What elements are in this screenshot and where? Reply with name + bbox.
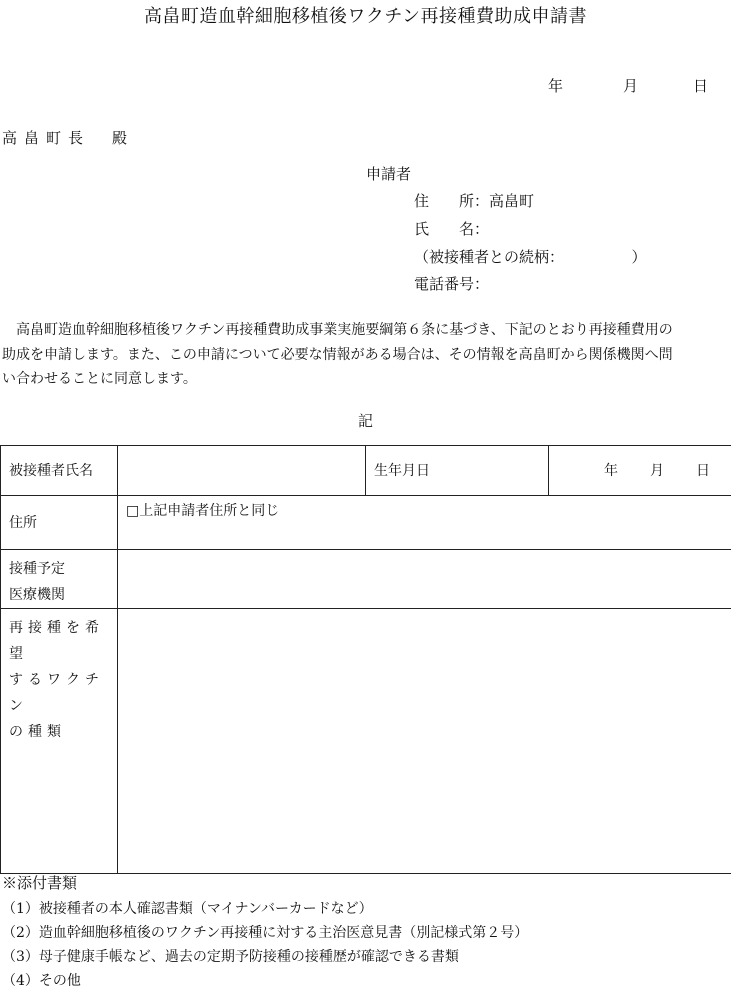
- name-label: 被接種者氏名: [1, 446, 118, 496]
- vaccine-label-line-3: の種類: [9, 724, 66, 740]
- applicant-name: 氏 名：: [414, 220, 490, 238]
- applicant-phone: 電話番号：: [414, 275, 490, 293]
- ki-heading: 記: [357, 412, 373, 430]
- attachments-heading: ※添付書類: [2, 874, 78, 892]
- facility-label-line-1: 接種予定: [9, 561, 65, 577]
- row-facility: [1, 550, 731, 609]
- name-field[interactable]: [118, 446, 366, 496]
- birth-year-unit: 年: [604, 463, 618, 479]
- vaccine-label-line-2: するワクチン: [9, 672, 104, 714]
- attachment-item: （4）その他: [2, 973, 81, 989]
- application-statement: [2, 318, 731, 392]
- address-label: 住所: [1, 496, 118, 550]
- row-vaccine: [1, 609, 731, 874]
- birth-label: 生年月日: [366, 446, 549, 496]
- statement-line-3: い合わせることに同意します。: [2, 371, 197, 387]
- birth-date-field[interactable]: [549, 446, 731, 496]
- birth-day-unit: 日: [696, 463, 710, 479]
- vaccine-label-line-1: 再接種を希望: [9, 620, 104, 662]
- attachment-item: （1）被接種者の本人確認書類（マイナンバーカードなど）: [2, 901, 373, 917]
- address-field[interactable]: [118, 496, 731, 550]
- facility-label: [1, 550, 118, 609]
- facility-field[interactable]: [118, 550, 731, 609]
- facility-label-line-2: 医療機関: [9, 587, 65, 603]
- document-title: 高畠町造血幹細胞移植後ワクチン再接種費助成申請書: [143, 6, 588, 27]
- vaccine-field[interactable]: [118, 609, 731, 874]
- vaccine-label: [1, 609, 118, 874]
- attachment-item: （3）母子健康手帳など、過去の定期予防接種の接種歴が確認できる書類: [2, 949, 459, 965]
- same-address-checkbox[interactable]: □上記申請者住所と同じ: [126, 503, 280, 519]
- header-date-year: 年: [548, 77, 564, 95]
- applicant-label: 申請者: [366, 165, 412, 183]
- row-name-birth: [1, 446, 731, 496]
- applicant-relation: （被接種者との続柄： ）: [414, 248, 647, 266]
- header-date-month: 月: [623, 77, 639, 95]
- attachment-item: （2）造血幹細胞移植後のワクチン再接種に対する主治医意見書（別記様式第２号）: [2, 925, 529, 941]
- header-date-day: 日: [693, 77, 709, 95]
- application-table: [0, 445, 731, 874]
- addressee: 高畠町長 殿: [2, 129, 135, 147]
- statement-line-2: 助成を申請します。また、この申請について必要な情報がある場合は、その情報を高畠町から関係機関へ問: [2, 346, 673, 363]
- birth-month-unit: 月: [650, 463, 664, 479]
- applicant-address: 住 所：高畠町: [414, 192, 535, 210]
- header-date: [548, 75, 708, 96]
- statement-line-1: 高畠町造血幹細胞移植後ワクチン再接種費助成事業実施要綱第６条に基づき、下記のとおり再接種費用の: [16, 322, 673, 338]
- row-address: [1, 496, 731, 550]
- birth-date-units: [549, 446, 731, 480]
